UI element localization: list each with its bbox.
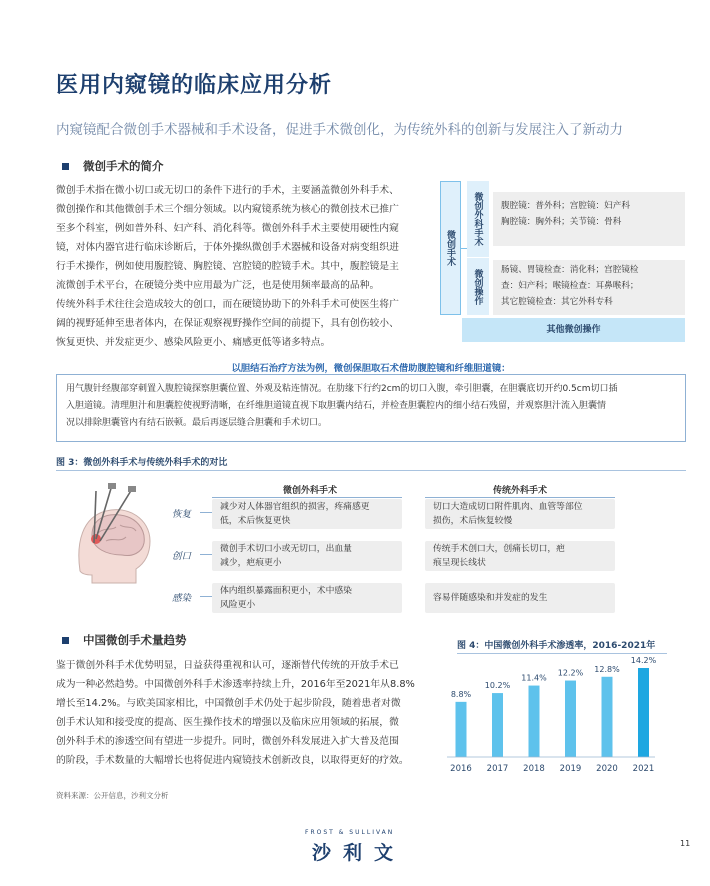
paragraph-line: 微创手术指在微小切口或无切口的条件下进行的手术，主要涵盖微创外科手术、 xyxy=(56,185,399,196)
row-label-infection: 感染 xyxy=(172,593,192,604)
compare-line: 容易伴随感染和并发症的发生 xyxy=(433,593,548,603)
compare-line: 减少，疤痕更小 xyxy=(220,558,282,568)
figure4-label: 图 4：中国微创外科手术渗透率，2016-2021年 xyxy=(457,641,656,651)
compare-wound-traditional xyxy=(425,541,615,571)
bar-2019 xyxy=(565,681,576,757)
intro-paragraph-2 xyxy=(56,295,431,352)
detail-line: 查：妇产科；喉镜检查：耳鼻喉科； xyxy=(501,281,639,291)
compare-line: 减少对人体器官组织的损害，疼痛感更 xyxy=(220,502,370,512)
paragraph-line: 增长至14.2%。与欧美国家相比，中国微创手术仍处于起步阶段，随着患者对微 xyxy=(56,698,401,709)
detail-line: 腹腔镜：普外科；宫腔镜：妇产科 xyxy=(501,201,630,211)
column-head-minimal: 微创外科手术 xyxy=(282,486,337,496)
bar-value-label: 8.8% xyxy=(450,689,472,699)
paragraph-line: 鉴于微创外科手术优势明显，日益获得重视和认可，逐渐替代传统的开放手术已 xyxy=(56,660,399,671)
compare-line: 损伤，术后恢复较慢 xyxy=(433,516,513,526)
case-description-box xyxy=(56,374,686,442)
bullet-square-icon xyxy=(62,163,69,170)
paragraph-line: 流微创手术平台，在硬镜分类中应用最为广泛，也是使用频率最高的品种。 xyxy=(56,280,380,291)
paragraph-line: 阔的视野延伸至患者体内，在保证观察视野操作空间的前提下，具有创伤较小、 xyxy=(56,318,399,329)
figure3-label: 图 3：微创外科手术与传统外科手术的对比 xyxy=(56,458,228,468)
detail-line: 其它腔镜检查：其它外科专科 xyxy=(501,297,613,307)
x-tick-label: 2018 xyxy=(523,764,545,774)
source-note: 资料来源：公开信息，沙利文分析 xyxy=(56,791,169,800)
compare-infection-traditional xyxy=(425,583,615,613)
section-heading-text: 中国微创手术量趋势 xyxy=(83,633,187,647)
x-tick-label: 2019 xyxy=(559,764,582,774)
row-connector xyxy=(200,596,212,597)
diagram-other-operations: 其他微创操作 xyxy=(462,318,685,342)
compare-line: 切口大造成切口附件肌肉、血管等部位 xyxy=(433,502,583,512)
detail-line: 胸腔镜：胸外科；关节镜：骨科 xyxy=(501,217,622,227)
compare-recovery-minimal xyxy=(212,499,402,529)
bar-value-label: 10.2% xyxy=(484,681,511,691)
paragraph-line: 微创操作和其他微创手术三个细分领域。以内窥镜系统为核心的微创技术已推广 xyxy=(56,204,399,215)
compare-line: 体内组织暴露面积更小，术中感染 xyxy=(220,586,352,596)
row-label-recovery: 恢复 xyxy=(172,509,192,520)
bar-2017 xyxy=(492,693,503,757)
compare-line: 痕呈现长线状 xyxy=(433,558,486,568)
x-tick-label: 2020 xyxy=(596,764,618,774)
compare-wound-minimal xyxy=(212,541,402,571)
column-divider xyxy=(425,497,615,498)
paragraph-line: 传统外科手术往往会造成较大的创口，而在硬镜协助下的外科手术可使医生将广 xyxy=(56,299,399,310)
trend-paragraph xyxy=(56,656,446,770)
section-heading-trend xyxy=(62,632,187,648)
compare-line: 低，术后恢复更快 xyxy=(220,516,291,526)
section-heading-text: 微创手术的简介 xyxy=(83,159,164,173)
bar-2018 xyxy=(529,686,540,757)
column-head-traditional: 传统外科手术 xyxy=(492,486,547,496)
compare-line: 传统手术创口大，创痛长切口，疤 xyxy=(433,544,565,554)
page-number: 11 xyxy=(680,839,691,848)
compare-line: 微创手术切口小或无切口，出血量 xyxy=(220,544,352,554)
page-title: 医用内窥镜的临床应用分析 xyxy=(56,73,333,98)
row-connector xyxy=(200,554,212,555)
diagram-surgery-detail xyxy=(493,192,685,246)
figure4-divider xyxy=(457,653,667,654)
bar-2016 xyxy=(456,702,467,757)
case-line: 况以排除胆囊管内有结石嵌顿。最后再逐层缝合胆囊和手术切口。 xyxy=(66,418,328,428)
case-line: 入胆道镜。清理胆汁和胆囊腔使视野清晰，在纤维胆道镜直视下取胆囊内结石，并检查胆囊腔内的细小结石残留，并观察胆汁流入胆囊情 xyxy=(66,401,607,411)
section-heading-intro xyxy=(62,158,164,174)
paragraph-line: 行手术操作，例如使用腹腔镜、胸腔镜、宫腔镜的腔镜手术。其中，腹腔镜是主 xyxy=(56,261,399,272)
case-title: 以胆结石治疗方法为例，微创保胆取石术借助腹腔镜和纤维胆道镜： xyxy=(231,363,511,374)
bar-2021 xyxy=(638,668,649,757)
page-subtitle: 内窥镜配合微创手术器械和手术设备，促进手术微创化，为传统外科的创新与发展注入了新动力 xyxy=(56,122,623,138)
diagram-root-label: 微创手术 xyxy=(440,181,461,315)
logo-english: FROST & SULLIVAN xyxy=(305,829,395,836)
figure3-divider xyxy=(56,470,686,471)
compare-recovery-traditional xyxy=(425,499,615,529)
x-tick-label: 2017 xyxy=(486,764,509,774)
bar-value-label: 12.2% xyxy=(557,668,584,678)
row-connector xyxy=(200,512,212,513)
surgery-head-illustration xyxy=(62,483,166,587)
paragraph-line: 成为一种必然趋势。中国微创外科手术渗透率持续上升，2016年至2021年从8.8% xyxy=(56,679,415,690)
x-tick-label: 2016 xyxy=(450,764,472,774)
paragraph-line: 恢复更快、并发症更少、感染风险更小、痛感更低等诸多特点。 xyxy=(56,337,331,348)
paragraph-line: 镜，对体内器官进行临床诊断后，于体外操纵微创手术器械和设备对病变组织进 xyxy=(56,242,399,253)
paragraph-line: 创外科手术的渗透空间有望进一步提升。同时，微创外科发展进入扩大普及范围 xyxy=(56,736,399,747)
bar-value-label: 11.4% xyxy=(521,673,547,683)
column-divider xyxy=(212,497,402,498)
bullet-square-icon xyxy=(62,637,69,644)
x-tick-label: 2021 xyxy=(632,764,655,774)
compare-line: 风险更小 xyxy=(220,600,256,610)
paragraph-line: 创手术认知和接受度的提高、医生操作技术的增强以及临床应用领域的拓展，微 xyxy=(56,717,399,728)
diagram-category-surgery: 微创外科手术 xyxy=(467,181,489,257)
intro-paragraph-1 xyxy=(56,181,431,295)
penetration-bar-chart xyxy=(445,655,665,780)
case-line: 用气腹针经腹部穿刺置入腹腔镜探察胆囊位置、外观及粘连情况。在肋缘下行约2cm的切口入腹，牵引胆囊，在胆囊底切开约0.5cm切口插 xyxy=(66,384,618,394)
bar-value-label: 14.2% xyxy=(630,656,657,666)
row-label-wound: 创口 xyxy=(172,551,192,562)
diagram-category-operation: 微创操作 xyxy=(467,258,489,315)
logo-chinese: 沙利文 xyxy=(312,842,406,864)
detail-line: 肠镜、胃镜检查：消化科；宫腔镜检 xyxy=(501,265,639,275)
paragraph-line: 至多个科室，例如普外科、妇产科、消化科等。微创外科手术主要使用硬性内窥 xyxy=(56,223,399,234)
bar-2020 xyxy=(602,677,613,757)
diagram-operation-detail xyxy=(493,260,685,315)
bar-value-label: 12.8% xyxy=(594,664,620,674)
paragraph-line: 的阶段，手术数量的大幅增长也将促进内窥镜技术创新改良，以取得更好的疗效。 xyxy=(56,755,409,766)
compare-infection-minimal xyxy=(212,583,402,613)
